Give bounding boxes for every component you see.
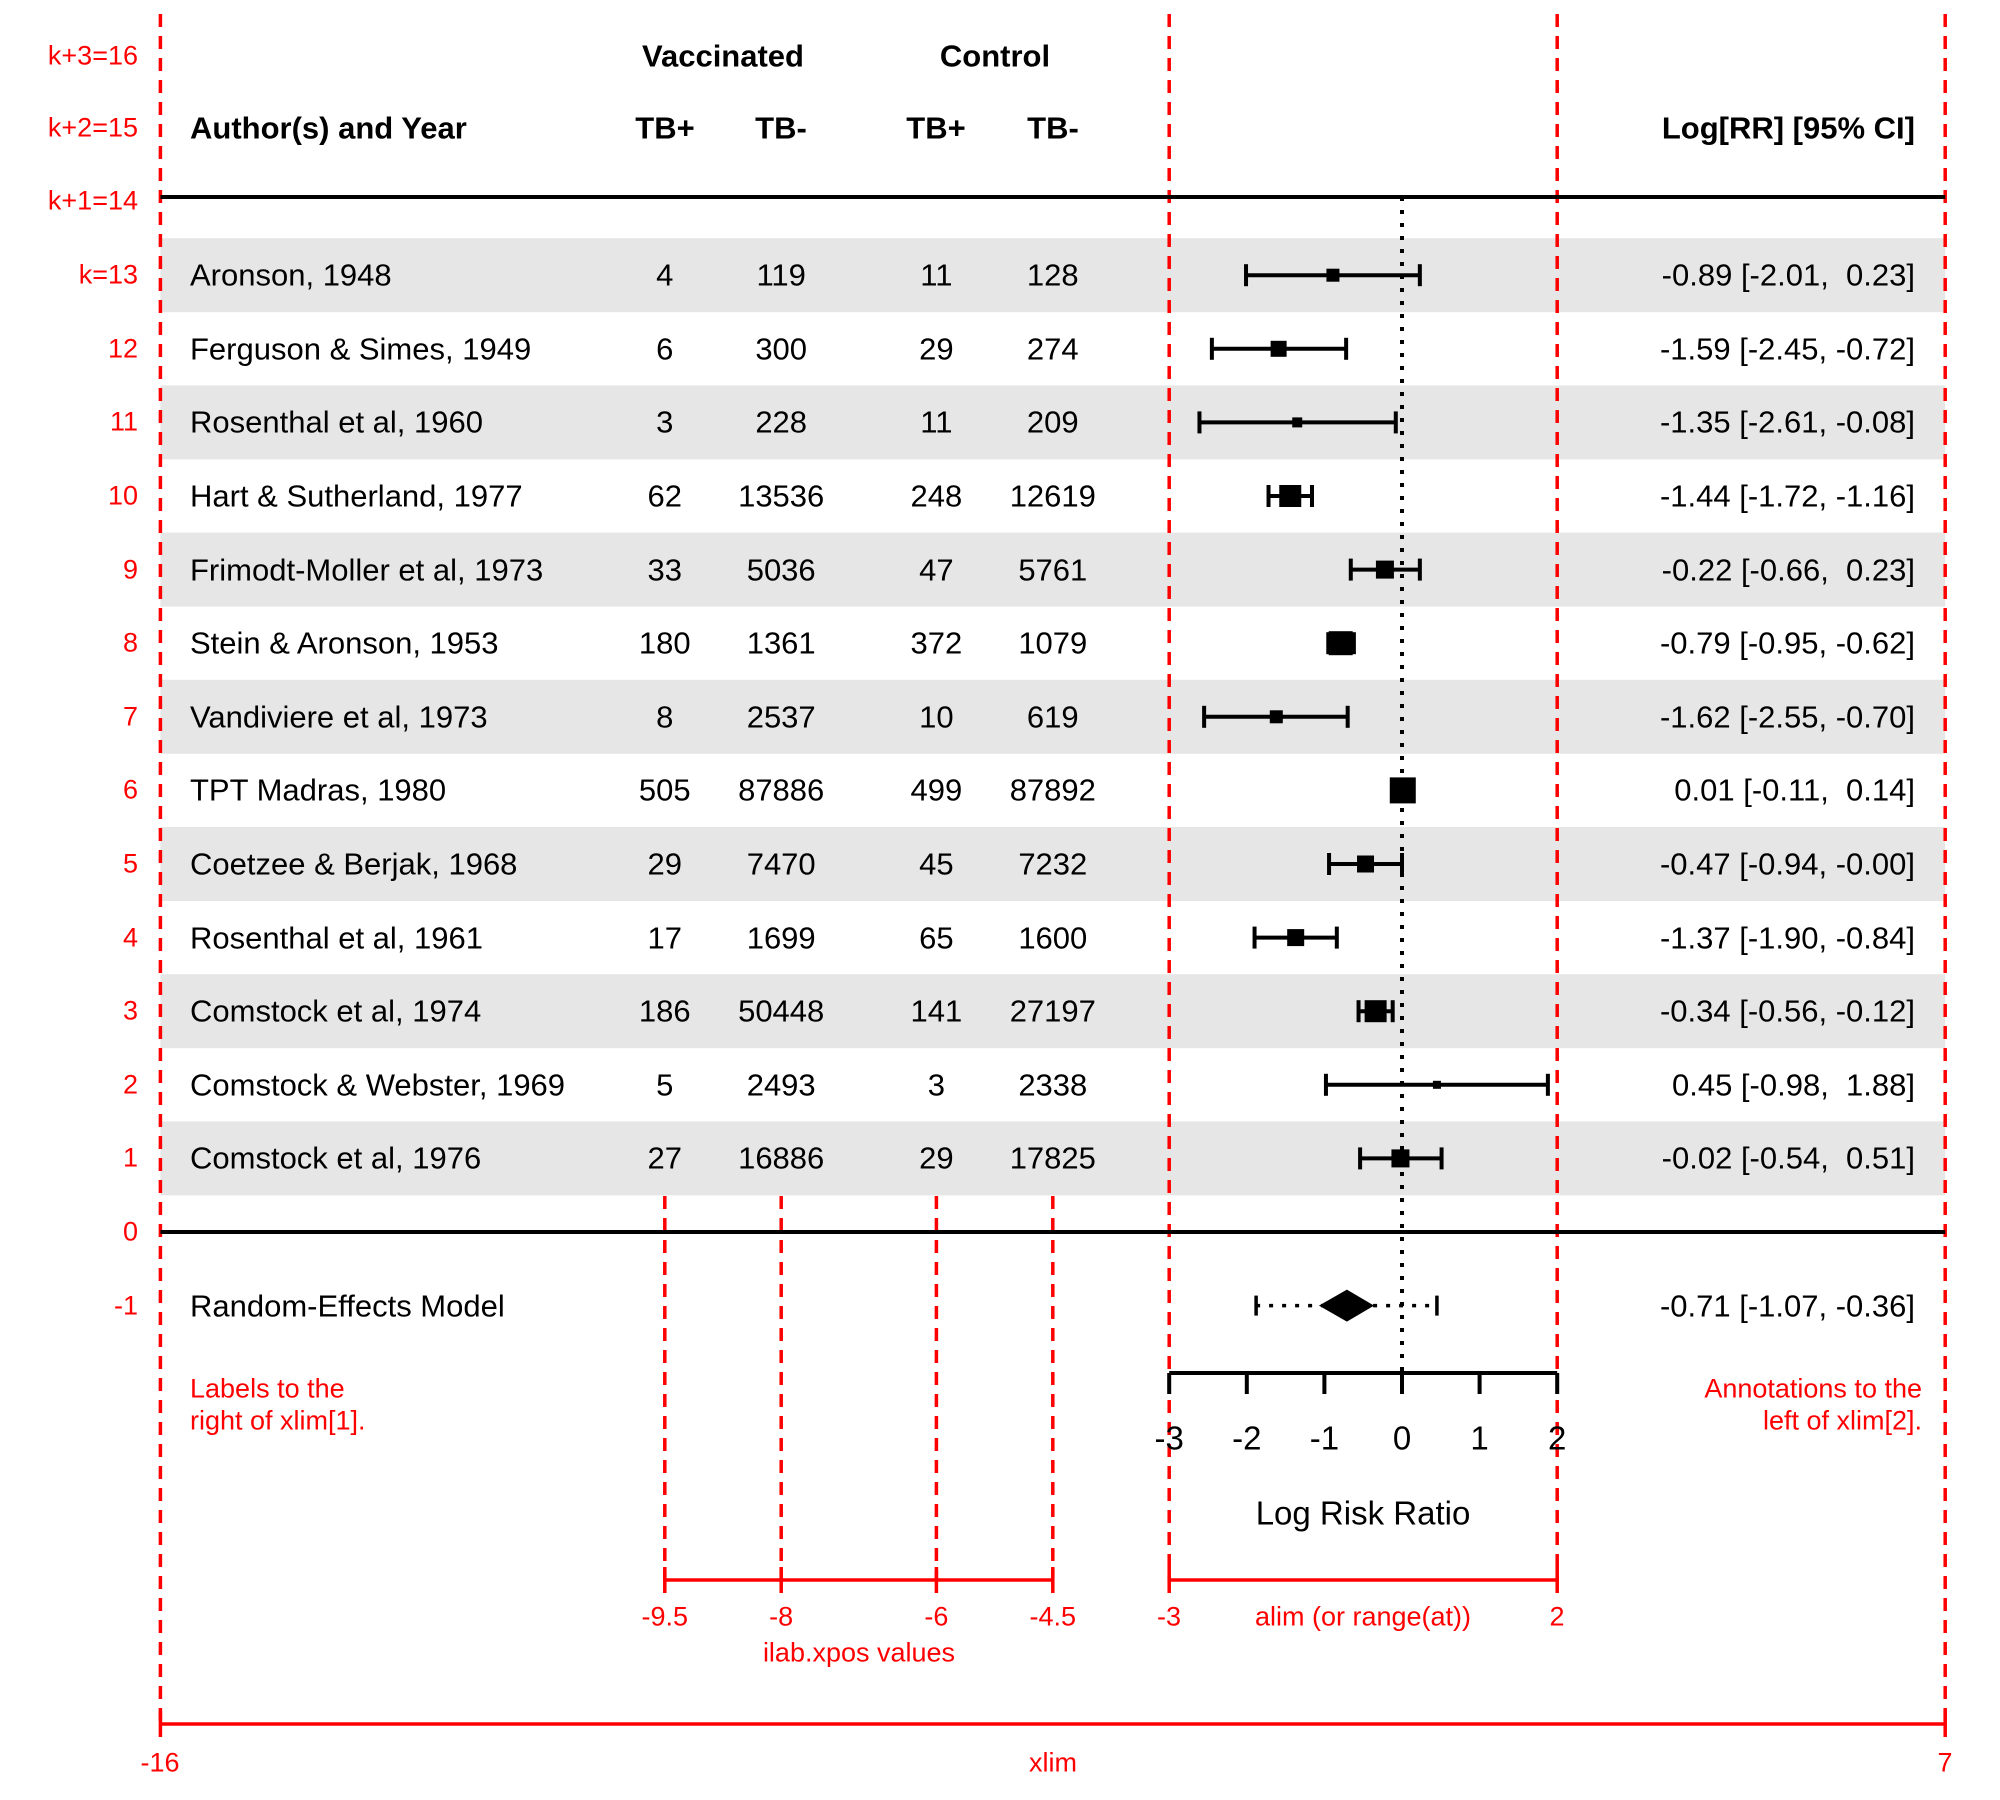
row-band	[160, 680, 1945, 754]
vaccinated-tb-neg-count: 5036	[746, 552, 816, 588]
study-label: Comstock et al, 1974	[190, 993, 482, 1029]
row-index-label: 9	[122, 554, 138, 585]
group-header-vaccinated: Vaccinated	[642, 38, 804, 74]
point-estimate-square	[1329, 631, 1353, 655]
ilab-xpos-caption: ilab.xpos values	[762, 1637, 956, 1668]
point-estimate-square	[1270, 710, 1283, 723]
point-estimate-square	[1279, 485, 1301, 507]
row-index-label: 11	[109, 406, 138, 437]
col-header-ctrl-tbneg: TB-	[1027, 110, 1079, 146]
vaccinated-tb-pos-count: 17	[647, 920, 683, 956]
row-index-label: 4	[122, 922, 138, 953]
ilab-xpos-label: -6	[924, 1601, 949, 1632]
control-tb-pos-count: 29	[919, 331, 954, 367]
row-index-label: 8	[122, 627, 138, 658]
summary-row-label: Random-Effects Model	[190, 1288, 505, 1324]
row-band	[160, 827, 1945, 901]
study-label: Stein & Aronson, 1953	[190, 625, 499, 661]
row-index-label: 1	[122, 1142, 138, 1173]
row-index-label-15: k+2=15	[47, 112, 138, 143]
row-index-label: 10	[107, 480, 138, 511]
point-estimate-square	[1376, 561, 1394, 579]
point-estimate-square	[1287, 929, 1304, 946]
x-axis-tick-label: 2	[1548, 1419, 1567, 1457]
left-note-line2: right of xlim[1].	[190, 1405, 366, 1436]
study-label: Aronson, 1948	[190, 257, 392, 293]
summary-row-annotation: -0.71 [-1.07, -0.36]	[1659, 1288, 1915, 1324]
row-band	[160, 385, 1945, 459]
row-index-label-0: 0	[122, 1216, 138, 1247]
study-label: Comstock et al, 1976	[190, 1140, 482, 1176]
control-tb-pos-count: 10	[919, 699, 954, 735]
col-header-vacc-tbneg: TB-	[755, 110, 807, 146]
control-tb-neg-count: 27197	[1009, 993, 1096, 1029]
row-index-label: k=13	[78, 259, 138, 290]
control-tb-pos-count: 141	[910, 993, 963, 1029]
xlim-center-label: xlim	[1029, 1747, 1077, 1778]
row-index-label-16: k+3=16	[47, 40, 138, 71]
xlim-right-label: 7	[1937, 1747, 1953, 1778]
row-band	[160, 974, 1945, 1048]
study-annotation: 0.45 [-0.98, 1.88]	[1671, 1067, 1915, 1103]
row-index-label-neg1: -1	[113, 1290, 138, 1321]
vaccinated-tb-pos-count: 5	[656, 1067, 674, 1103]
study-annotation: -0.47 [-0.94, -0.00]	[1659, 846, 1915, 882]
control-tb-pos-count: 248	[910, 478, 963, 514]
study-label: Rosenthal et al, 1961	[190, 920, 483, 956]
point-estimate-square	[1365, 1000, 1387, 1022]
study-annotation: -1.62 [-2.55, -0.70]	[1659, 699, 1915, 735]
control-tb-pos-count: 45	[919, 846, 954, 882]
vaccinated-tb-neg-count: 16886	[738, 1140, 825, 1176]
row-index-label: 2	[122, 1069, 138, 1100]
control-tb-neg-count: 619	[1026, 699, 1079, 735]
col-header-ctrl-tbpos: TB+	[906, 110, 966, 146]
study-label: Vandiviere et al, 1973	[190, 699, 488, 735]
control-tb-neg-count: 7232	[1018, 846, 1088, 882]
control-tb-neg-count: 274	[1026, 331, 1079, 367]
x-axis-tick-label: -3	[1154, 1419, 1184, 1457]
study-annotation: -0.02 [-0.54, 0.51]	[1661, 1140, 1915, 1176]
vaccinated-tb-neg-count: 2493	[746, 1067, 816, 1103]
alim-center-label: alim (or range(at))	[1254, 1601, 1472, 1632]
right-note-line1: Annotations to the	[1704, 1373, 1922, 1404]
control-tb-neg-count: 128	[1026, 257, 1079, 293]
x-axis-title: Log Risk Ratio	[1255, 1494, 1471, 1532]
control-tb-neg-count: 1079	[1018, 625, 1088, 661]
x-axis-tick-label: 0	[1392, 1419, 1412, 1457]
control-tb-neg-count: 12619	[1009, 478, 1096, 514]
control-tb-pos-count: 65	[919, 920, 954, 956]
vaccinated-tb-pos-count: 4	[656, 257, 674, 293]
summary-diamond	[1319, 1290, 1374, 1322]
vaccinated-tb-pos-count: 6	[656, 331, 674, 367]
vaccinated-tb-neg-count: 1361	[746, 625, 816, 661]
row-index-label: 6	[122, 774, 138, 805]
point-estimate-square	[1433, 1081, 1441, 1089]
study-label: Rosenthal et al, 1960	[190, 404, 483, 440]
ilab-xpos-label: -8	[769, 1601, 794, 1632]
control-tb-neg-count: 5761	[1018, 552, 1088, 588]
ilab-xpos-label: -9.5	[641, 1601, 689, 1632]
row-band	[160, 238, 1945, 312]
point-estimate-square	[1271, 341, 1287, 357]
vaccinated-tb-neg-count: 228	[755, 404, 808, 440]
vaccinated-tb-pos-count: 180	[638, 625, 691, 661]
row-index-label: 3	[122, 995, 138, 1026]
control-tb-neg-count: 87892	[1009, 772, 1096, 808]
study-label: TPT Madras, 1980	[190, 772, 447, 808]
author-year-header: Author(s) and Year	[190, 110, 467, 146]
alim-right-label: 2	[1549, 1601, 1565, 1632]
vaccinated-tb-pos-count: 33	[647, 552, 683, 588]
control-tb-pos-count: 499	[910, 772, 963, 808]
point-estimate-square	[1326, 269, 1339, 282]
vaccinated-tb-pos-count: 505	[638, 772, 691, 808]
study-annotation: -0.22 [-0.66, 0.23]	[1661, 552, 1915, 588]
point-estimate-square	[1391, 1149, 1409, 1167]
study-label: Hart & Sutherland, 1977	[190, 478, 523, 514]
vaccinated-tb-pos-count: 186	[638, 993, 691, 1029]
control-tb-neg-count: 209	[1026, 404, 1079, 440]
vaccinated-tb-neg-count: 50448	[738, 993, 825, 1029]
control-tb-pos-count: 29	[919, 1140, 954, 1176]
control-tb-pos-count: 47	[919, 552, 954, 588]
x-axis-tick-label: 1	[1470, 1419, 1489, 1457]
row-index-label-14: k+1=14	[47, 185, 138, 216]
study-annotation: -0.89 [-2.01, 0.23]	[1661, 257, 1915, 293]
x-axis-tick-label: -2	[1232, 1419, 1262, 1457]
vaccinated-tb-neg-count: 2537	[746, 699, 816, 735]
vaccinated-tb-pos-count: 62	[647, 478, 683, 514]
control-tb-neg-count: 2338	[1018, 1067, 1088, 1103]
study-annotation: -0.34 [-0.56, -0.12]	[1659, 993, 1915, 1029]
vaccinated-tb-pos-count: 27	[647, 1140, 683, 1176]
right-note-line2: left of xlim[2].	[1762, 1405, 1922, 1436]
study-label: Frimodt-Moller et al, 1973	[190, 552, 544, 588]
logrr-ci-header: Log[RR] [95% CI]	[1661, 110, 1915, 146]
vaccinated-tb-neg-count: 300	[755, 331, 808, 367]
study-label: Ferguson & Simes, 1949	[190, 331, 532, 367]
study-annotation: -1.35 [-2.61, -0.08]	[1659, 404, 1915, 440]
control-tb-pos-count: 11	[920, 257, 953, 293]
row-index-label: 5	[122, 848, 138, 879]
vaccinated-tb-pos-count: 8	[656, 699, 674, 735]
control-tb-pos-count: 11	[920, 404, 953, 440]
row-index-label: 12	[107, 333, 138, 364]
point-estimate-square	[1357, 856, 1374, 873]
study-annotation: -1.37 [-1.90, -0.84]	[1659, 920, 1915, 956]
group-header-control: Control	[939, 38, 1051, 74]
left-note-line1: Labels to the	[190, 1373, 345, 1404]
vaccinated-tb-neg-count: 7470	[746, 846, 816, 882]
control-tb-pos-count: 3	[927, 1067, 946, 1103]
control-tb-pos-count: 372	[910, 625, 963, 661]
point-estimate-square	[1390, 777, 1416, 803]
study-label: Comstock & Webster, 1969	[190, 1067, 566, 1103]
ilab-xpos-label: -4.5	[1029, 1601, 1077, 1632]
row-band	[160, 1121, 1945, 1195]
study-annotation: -1.59 [-2.45, -0.72]	[1659, 331, 1915, 367]
vaccinated-tb-pos-count: 3	[656, 404, 674, 440]
col-header-vacc-tbpos: TB+	[635, 110, 695, 146]
row-band	[160, 533, 1945, 607]
vaccinated-tb-pos-count: 29	[647, 846, 683, 882]
x-axis-tick-label: -1	[1309, 1419, 1340, 1457]
study-annotation: -1.44 [-1.72, -1.16]	[1659, 478, 1915, 514]
study-label: Coetzee & Berjak, 1968	[190, 846, 518, 882]
xlim-left-label: -16	[140, 1747, 180, 1778]
vaccinated-tb-neg-count: 87886	[738, 772, 825, 808]
control-tb-neg-count: 17825	[1009, 1140, 1096, 1176]
row-index-label: 7	[122, 701, 138, 732]
control-tb-neg-count: 1600	[1018, 920, 1088, 956]
point-estimate-square	[1292, 417, 1302, 427]
vaccinated-tb-neg-count: 119	[756, 257, 806, 293]
vaccinated-tb-neg-count: 1699	[746, 920, 816, 956]
vaccinated-tb-neg-count: 13536	[738, 478, 825, 514]
study-annotation: 0.01 [-0.11, 0.14]	[1674, 772, 1915, 808]
study-annotation: -0.79 [-0.95, -0.62]	[1659, 625, 1915, 661]
alim-left-label: -3	[1156, 1601, 1182, 1632]
